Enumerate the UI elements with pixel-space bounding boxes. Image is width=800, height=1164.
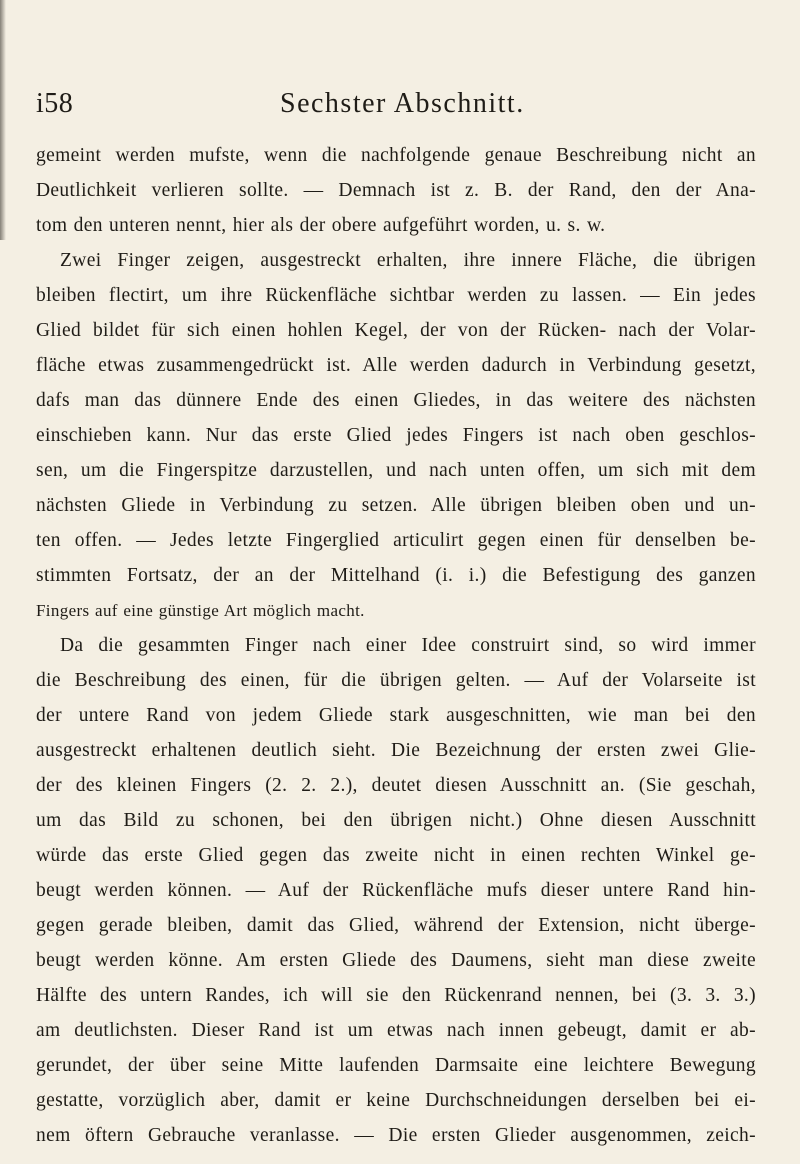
text-line: beugt werden könne. Am ersten Gliede des Daumens, sieht man diese zweite	[36, 950, 756, 971]
page-number: i58	[36, 88, 74, 119]
text-line: nächsten Gliede in Verbindung zu setzen. Alle übrigen bleiben oben und un-	[36, 495, 756, 516]
text-line: der untere Rand von jedem Gliede stark ausgeschnitten, wie man bei den	[36, 705, 756, 726]
text-line: Hälfte des untern Randes, ich will sie den Rückenrand nennen, bei (3. 3. 3.)	[36, 985, 756, 1006]
text-line: am deutlichsten. Dieser Rand ist um etwas nach innen gebeugt, damit er ab-	[36, 1020, 756, 1041]
page-header	[36, 88, 776, 132]
text-line: sen, um die Fingerspitze darzustellen, und nach unten offen, um sich mit dem	[36, 460, 756, 481]
text-line: Deutlichkeit verlieren sollte. — Demnach ist z. B. der Rand, den der Ana-	[36, 180, 756, 201]
text-line: Da die gesammten Finger nach einer Idee construirt sind, so wird immer	[60, 635, 756, 656]
text-line: beugt werden können. — Auf der Rückenfläche mufs dieser untere Rand hin-	[36, 880, 756, 901]
text-line: gegen gerade bleiben, damit das Glied, während der Extension, nicht überge-	[36, 915, 756, 936]
text-line: gemeint werden mufste, wenn die nachfolgende genaue Beschreibung nicht an	[36, 145, 756, 166]
running-head: Sechster Abschnitt.	[280, 88, 525, 119]
text-line: um das Bild zu schonen, bei den übrigen nicht.) Ohne diesen Ausschnitt	[36, 810, 756, 831]
text-line: Glied bildet für sich einen hohlen Kegel, der von der Rücken- nach der Volar-	[36, 320, 756, 341]
text-line: ausgestreckt erhaltenen deutlich sieht. Die Bezeichnung der ersten zwei Glie-	[36, 740, 756, 761]
text-line: tom den unteren nennt, hier als der obere aufgeführt worden, u. s. w.	[36, 215, 606, 236]
text-line: die Beschreibung des einen, für die übrigen gelten. — Auf der Volarseite ist	[36, 670, 756, 691]
text-line: gestatte, vorzüglich aber, damit er keine Durchschneidungen derselben bei ei-	[36, 1090, 756, 1111]
text-line: nem öftern Gebrauche veranlasse. — Die ersten Glieder ausgenommen, zeich-	[36, 1125, 756, 1146]
text-line: Zwei Finger zeigen, ausgestreckt erhalten, ihre innere Fläche, die übrigen	[60, 250, 756, 271]
text-line: fläche etwas zusammengedrückt ist. Alle werden dadurch in Verbindung gesetzt,	[36, 355, 756, 376]
text-line: bleiben flectirt, um ihre Rückenfläche sichtbar werden zu lassen. — Ein jedes	[36, 285, 756, 306]
text-line: gerundet, der über seine Mitte laufenden Darmsaite eine leichtere Bewegung	[36, 1055, 756, 1076]
text-line: dafs man das dünnere Ende des einen Gliedes, in das weitere des nächsten	[36, 390, 756, 411]
page-edge-shadow	[0, 0, 6, 240]
text-line: stimmten Fortsatz, der an der Mittelhand (i. i.) die Befestigung des ganzen	[36, 565, 756, 586]
text-line: ten offen. — Jedes letzte Fingerglied articulirt gegen einen für denselben be-	[36, 530, 756, 551]
text-line: würde das erste Glied gegen das zweite nicht in einen rechten Winkel ge-	[36, 845, 756, 866]
text-line: einschieben kann. Nur das erste Glied jedes Fingers ist nach oben geschlos-	[36, 425, 756, 446]
body-text	[36, 138, 756, 1153]
text-line: der des kleinen Fingers (2. 2. 2.), deutet diesen Ausschnitt an. (Sie geschah,	[36, 775, 756, 796]
text-line: Fingers auf eine günstige Art möglich macht.	[36, 601, 365, 620]
